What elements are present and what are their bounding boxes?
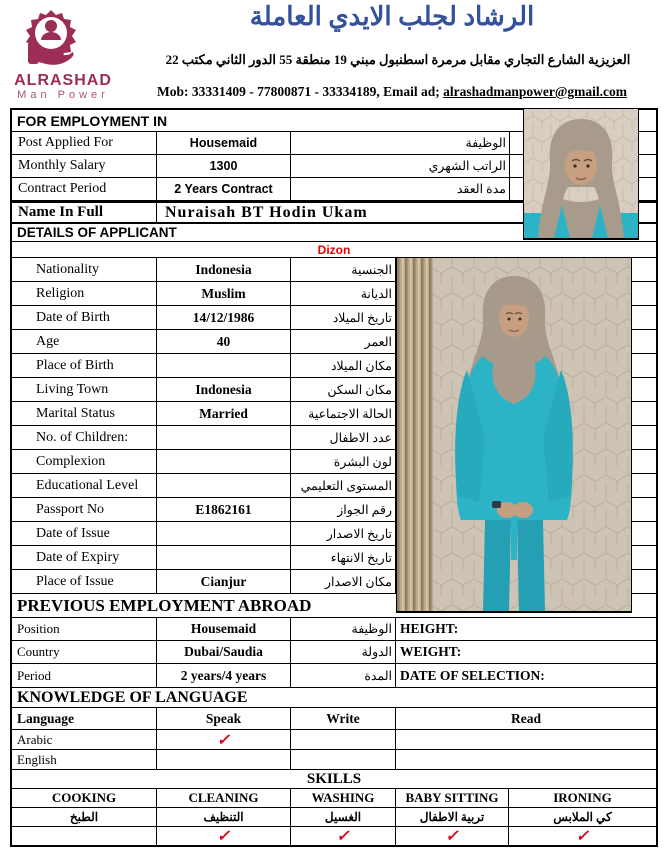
check-icon [291,750,396,769]
section-title-details-of-applicant: DETAILS OF APPLICANT [17,225,177,240]
document-title-arabic: الرشاد لجلب الايدي العاملة [249,2,535,31]
field-value: Married [157,402,291,425]
field-label-arabic: مكان السكن [291,378,396,401]
alrashad-logo-icon [16,6,86,74]
field-label: Complexion [12,450,157,473]
contact-line [126,84,658,100]
applicant-headshot-photo [523,108,639,240]
section-title-skills: SKILLS [306,770,362,787]
column-header: Speak [157,708,291,729]
field-label: Nationality [12,258,157,281]
field-value: 1300 [157,155,291,177]
field-label: Marital Status [12,402,157,425]
skill-name: BABY SITTING [396,789,509,807]
field-value: Housemaid [157,132,291,154]
language-header-row [12,708,656,730]
check-icon [396,750,656,769]
section-title-knowledge-of-language: KNOWLEDGE OF LANGUAGE [17,688,248,706]
field-label-arabic: العمر [291,330,396,353]
skill-name-arabic: الغسيل [291,808,396,826]
column-header: Read [511,710,541,726]
check-icon: ✓ [575,828,590,845]
field-value [157,450,291,473]
agency-note: Dizon [317,242,351,257]
field-value: Housemaid [157,618,291,640]
skill-name: WASHING [291,789,396,807]
agency-note-row [12,242,656,258]
skills-arabic-row [12,808,656,827]
check-icon: ✓ [157,827,291,845]
table-row [12,730,656,750]
logo-wordmark: ALRASHAD [14,72,112,89]
field-label: Position [12,618,157,640]
field-label: Date of Issue [12,522,157,545]
field-value: 40 [157,330,291,353]
field-label: Place of Birth [12,354,157,377]
field-label: Period [12,664,157,687]
field-label: Religion [12,282,157,305]
field-label-arabic: عدد الاطفال [291,426,396,449]
field-label: No. of Children: [12,426,157,449]
field-value: Dubai/Saudia [157,641,291,663]
column-header: Language [12,708,157,729]
section-header-row [12,770,656,789]
measurement-label: HEIGHT: [400,621,459,636]
skill-name-arabic: كي الملابس [553,809,612,824]
field-label-arabic: الجنسية [291,258,396,281]
field-label-arabic: المدة [291,664,396,687]
field-value: 2 years/4 years [157,664,291,687]
table-row [12,750,656,770]
field-label: Living Town [12,378,157,401]
field-label-arabic: الراتب الشهري [291,155,510,177]
section-title-previous-employment: PREVIOUS EMPLOYMENT ABROAD [17,595,312,615]
field-label-arabic: الوظيفة [291,132,510,154]
field-value: Indonesia [157,378,291,401]
field-label: Passport No [12,498,157,521]
field-value [157,474,291,497]
field-label-arabic: المستوى التعليمي [291,474,396,497]
table-row [12,664,656,688]
field-label-arabic: تاريخ الاصدار [291,522,396,545]
skills-check-row [12,827,656,845]
skill-name-arabic: التنظيف [157,808,291,826]
applicant-full-name: Nuraisah BT Hodin Ukam [165,203,368,221]
skills-header-row [12,789,656,808]
field-label-arabic: مدة العقد [291,178,510,200]
check-icon [291,730,396,749]
field-label: Monthly Salary [12,155,157,177]
check-icon [157,750,291,769]
measurement-label: DATE OF SELECTION: [400,667,545,683]
field-label-arabic: الدولة [291,641,396,663]
skill-name-arabic: الطبخ [12,808,157,826]
field-label-arabic: الديانة [291,282,396,305]
field-label: Educational Level [12,474,157,497]
field-label-arabic: الحالة الاجتماعية [291,402,396,425]
field-value [157,354,291,377]
field-label: Date of Birth [12,306,157,329]
email-link[interactable]: alrashadmanpower@gmail.com [443,84,628,99]
field-label-arabic: تاريخ الميلاد [291,306,396,329]
field-label-arabic: رقم الجواز [291,498,396,521]
check-icon [12,827,157,845]
field-label-arabic: الوظيفة [291,618,396,640]
logo-tagline: Man Power [17,89,109,101]
measurement-label: WEIGHT: [400,644,462,659]
skill-name-arabic: تربية الاطفال [396,808,509,826]
table-row [12,641,656,664]
field-label-arabic: مكان الميلاد [291,354,396,377]
check-icon [396,730,656,749]
field-value: 2 Years Contract [157,178,291,200]
field-label: Contract Period [12,178,157,200]
field-label: Post Applied For [12,132,157,154]
skill-name: COOKING [12,789,157,807]
skill-name: CLEANING [157,789,291,807]
field-value [157,522,291,545]
field-value: Indonesia [157,258,291,281]
field-value: Cianjur [157,570,291,593]
section-title-for-employment-in: FOR EMPLOYMENT IN [17,112,168,129]
field-value [157,546,291,569]
table-row [12,618,656,641]
field-label-arabic: مكان الاصدار [291,570,396,593]
field-label: Date of Expiry [12,546,157,569]
field-label-arabic: لون البشرة [291,450,396,473]
field-label: Country [12,641,157,663]
field-label: Place of Issue [12,570,157,593]
section-header-row [12,688,656,708]
name-label: Name In Full [12,203,157,222]
field-value [157,426,291,449]
check-icon: ✓ [291,827,396,845]
check-icon: ✓ [157,730,291,749]
field-value: Muslim [157,282,291,305]
field-label: Age [12,330,157,353]
contact-phones: Mob: 33331409 - 77800871 - 33334189, Email ad; [156,84,444,99]
language-name: English [12,750,157,769]
applicant-fullbody-photo [396,257,632,613]
language-name: Arabic [12,730,157,749]
field-value: E1862161 [157,498,291,521]
field-value: 14/12/1986 [157,306,291,329]
agency-address-arabic: العزيزية الشارع التجاري مقابل مرمرة اسطنبول مبني 19 منطقة 55 الدور الثاني مكتب 22 [165,52,631,67]
check-icon: ✓ [396,827,509,845]
column-header: Write [291,708,396,729]
skill-name: IRONING [553,790,612,805]
field-label-arabic: تاريخ الانتهاء [291,546,396,569]
